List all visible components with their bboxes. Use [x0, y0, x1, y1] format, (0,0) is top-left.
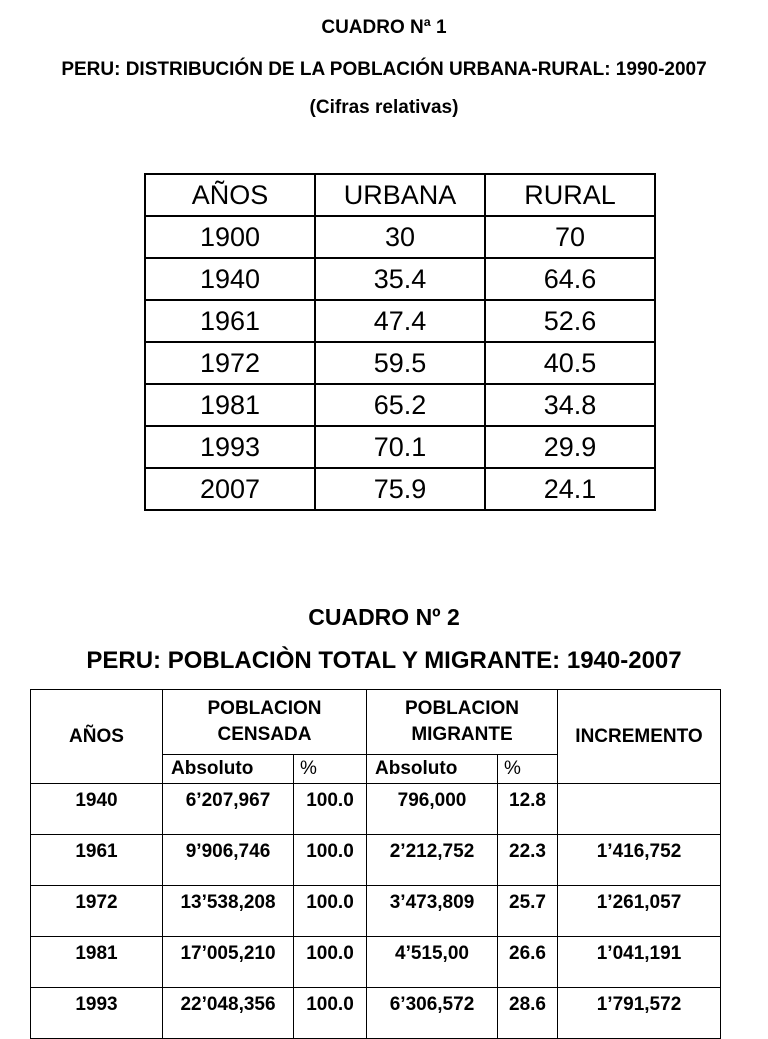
- table-row: [145, 258, 655, 300]
- cell-rural: 29.9: [485, 426, 655, 468]
- cuadro1-note: (Cifras relativas): [309, 97, 459, 118]
- cell-urbana: 75.9: [315, 468, 485, 510]
- cell-year: 1972: [145, 342, 315, 384]
- cell-rural: 34.8: [485, 384, 655, 426]
- table-header-row: [145, 174, 655, 216]
- table-row: [145, 216, 655, 258]
- cell-censada-absoluto: 13’538,208: [163, 886, 294, 937]
- table-row: [31, 937, 721, 988]
- cell-year: 1993: [145, 426, 315, 468]
- cell-migrante-absoluto: 6’306,572: [367, 988, 498, 1039]
- header-label: POBLACION: [207, 698, 322, 719]
- subheader-absoluto: Absoluto: [367, 755, 498, 784]
- cell-migrante-absoluto: 2’212,752: [367, 835, 498, 886]
- cell-rural: 40.5: [485, 342, 655, 384]
- cuadro1-subtitle: PERU: DISTRIBUCIÓN DE LA POBLACIÓN URBANA-RURAL: 1990-2007: [61, 59, 707, 80]
- subheader-percent: %: [294, 755, 367, 784]
- cell-censada-pct: 100.0: [294, 937, 367, 988]
- table-row: [145, 384, 655, 426]
- table-row: [145, 468, 655, 510]
- table-row: [31, 784, 721, 835]
- urban-rural-table: [144, 173, 656, 511]
- cell-censada-absoluto: 17’005,210: [163, 937, 294, 988]
- header-rural: RURAL: [485, 174, 655, 216]
- cell-year: 1993: [31, 988, 163, 1039]
- migrant-population-table: [30, 689, 721, 1039]
- header-label: MIGRANTE: [411, 724, 513, 745]
- cell-migrante-pct: 12.8: [498, 784, 558, 835]
- header-label: CENSADA: [217, 724, 312, 745]
- cell-rural: 52.6: [485, 300, 655, 342]
- cell-rural: 70: [485, 216, 655, 258]
- cell-urbana: 70.1: [315, 426, 485, 468]
- cell-urbana: 59.5: [315, 342, 485, 384]
- cell-censada-pct: 100.0: [294, 835, 367, 886]
- cell-migrante-pct: 25.7: [498, 886, 558, 937]
- cell-incremento: [558, 784, 721, 835]
- cuadro1-title: CUADRO Nª 1: [321, 17, 447, 38]
- subheader-absoluto: Absoluto: [163, 755, 294, 784]
- cell-year: 1940: [31, 784, 163, 835]
- cell-censada-absoluto: 9’906,746: [163, 835, 294, 886]
- header-incremento: INCREMENTO: [558, 690, 721, 784]
- subheader-percent: %: [498, 755, 558, 784]
- cell-year: 1981: [145, 384, 315, 426]
- table-row: [145, 300, 655, 342]
- cuadro2-title: CUADRO Nº 2: [308, 604, 460, 630]
- header-label: POBLACION: [405, 698, 519, 719]
- cell-censada-pct: 100.0: [294, 988, 367, 1039]
- cell-year: 1961: [31, 835, 163, 886]
- header-urbana: URBANA: [315, 174, 485, 216]
- cell-migrante-pct: 28.6: [498, 988, 558, 1039]
- table-header-row: [31, 690, 721, 755]
- header-poblacion-migrante: [367, 690, 558, 755]
- cell-year: 2007: [145, 468, 315, 510]
- table-row: [145, 342, 655, 384]
- table-row: [31, 988, 721, 1039]
- cell-incremento: 1’416,752: [558, 835, 721, 886]
- cell-migrante-pct: 22.3: [498, 835, 558, 886]
- cell-urbana: 35.4: [315, 258, 485, 300]
- cell-year: 1961: [145, 300, 315, 342]
- header-poblacion-censada: [163, 690, 367, 755]
- table-row: [31, 886, 721, 937]
- cell-urbana: 30: [315, 216, 485, 258]
- cell-rural: 64.6: [485, 258, 655, 300]
- cell-year: 1981: [31, 937, 163, 988]
- cell-urbana: 65.2: [315, 384, 485, 426]
- cell-migrante-absoluto: 796,000: [367, 784, 498, 835]
- cuadro2-subtitle: PERU: POBLACIÒN TOTAL Y MIGRANTE: 1940-2007: [86, 647, 682, 674]
- cell-incremento: 1’791,572: [558, 988, 721, 1039]
- cell-censada-absoluto: 22’048,356: [163, 988, 294, 1039]
- cell-incremento: 1’261,057: [558, 886, 721, 937]
- cell-censada-pct: 100.0: [294, 886, 367, 937]
- cell-migrante-absoluto: 3’473,809: [367, 886, 498, 937]
- cell-year: 1940: [145, 258, 315, 300]
- cell-migrante-absoluto: 4’515,00: [367, 937, 498, 988]
- cell-rural: 24.1: [485, 468, 655, 510]
- cell-incremento: 1’041,191: [558, 937, 721, 988]
- table-row: [145, 426, 655, 468]
- cell-migrante-pct: 26.6: [498, 937, 558, 988]
- header-anos: AÑOS: [145, 174, 315, 216]
- cell-year: 1972: [31, 886, 163, 937]
- cell-urbana: 47.4: [315, 300, 485, 342]
- cell-censada-pct: 100.0: [294, 784, 367, 835]
- table-row: [31, 835, 721, 886]
- cell-censada-absoluto: 6’207,967: [163, 784, 294, 835]
- header-anos: AÑOS: [31, 690, 163, 784]
- cell-year: 1900: [145, 216, 315, 258]
